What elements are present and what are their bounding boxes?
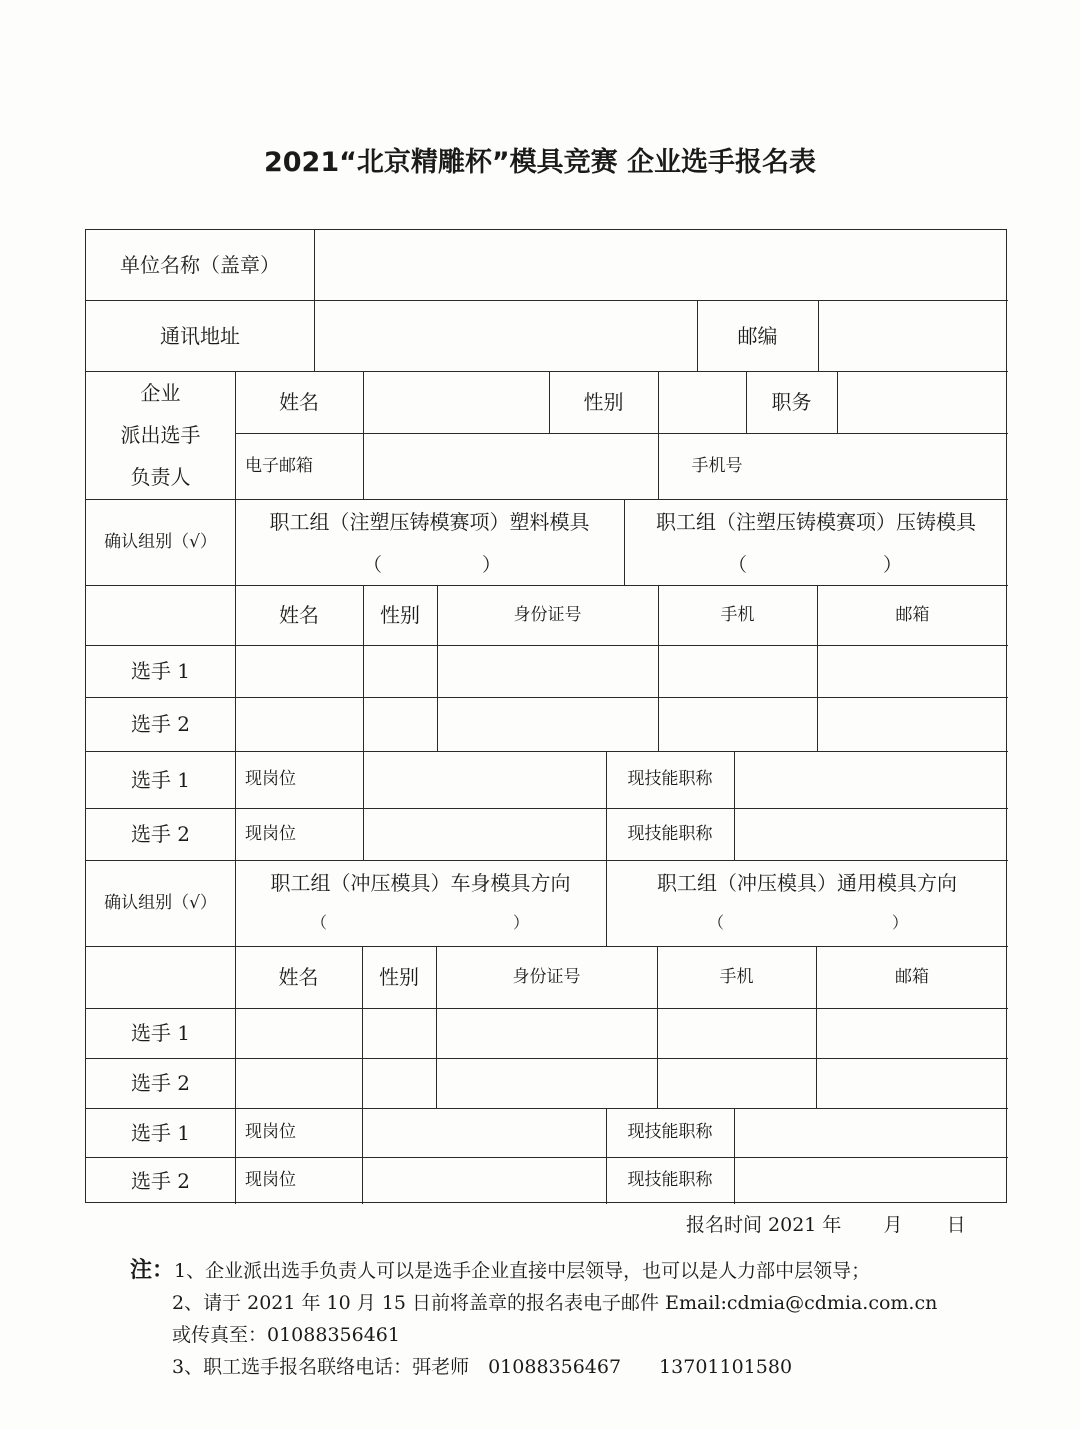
col-name-header: 姓名 [279,603,319,627]
group2-general-mold-option: 职工组（冲压模具）通用模具方向 [657,871,957,895]
player2-label: 选手 2 [130,712,191,736]
group2-general-checkbox-open[interactable]: （ [708,913,725,932]
group2-body-checkbox-open[interactable]: （ [311,913,328,932]
col-gender-header: 性别 [380,603,420,627]
leader-mobile-field[interactable] [747,433,1008,499]
col-id-header: 身份证号 [513,604,582,625]
leader-mobile-label: 手机号 [691,455,743,476]
notes-line-1: 1、企业派出选手负责人可以是选手企业直接中层领导，也可以是人力部中层领导； [174,1260,871,1282]
col-gender-header: 性别 [379,965,419,989]
leader-position-field[interactable] [838,371,1008,433]
leader-label-line-2: 派出选手 [120,423,201,447]
group2-body-checkbox-close[interactable]: ） [513,913,530,932]
address-label: 通讯地址 [160,323,240,348]
leader-label-line-1: 企业 [140,381,181,405]
group1-die-casting-option: 职工组（注塑压铸模赛项）压铸模具 [656,510,976,534]
col-email-header: 邮箱 [895,966,929,987]
notes-line-2: 2、请于 2021 年 10 月 15 日前将盖章的报名表电子邮件 Email:cdmia@cdmia.com.cn [172,1292,938,1314]
group2-general-checkbox-close[interactable]: ） [892,913,909,932]
player1-label: 选手 1 [130,659,191,683]
col-name-header: 姓名 [278,965,319,989]
col-id-header: 身份证号 [512,966,581,987]
current-post-label: 现岗位 [245,823,296,844]
leader-label-line-3: 负责人 [130,465,191,489]
current-post-label: 现岗位 [245,769,296,790]
unit-name-field[interactable] [315,230,1008,300]
group1-plastic-checkbox-close[interactable]: ） [482,554,502,576]
leader-name-label: 姓名 [279,390,319,414]
group2-body-mold-option: 职工组（冲压模具）车身模具方向 [270,871,571,895]
confirm-group-label-1: 确认组别（√） [104,531,217,552]
skill-title-label: 现技能职称 [627,1170,713,1191]
group1-plastic-mold-option: 职工组（注塑压铸模赛项）塑料模具 [269,510,590,534]
signup-date-month: 月 [883,1214,903,1236]
postcode-label: 邮编 [737,323,778,348]
notes-line-3: 或传真至：01088356461 [172,1324,400,1346]
skill-title-label: 现技能职称 [627,769,713,790]
player2-label: 选手 2 [130,822,191,846]
signup-date [686,1210,966,1237]
skill-title-label: 现技能职称 [627,1122,713,1143]
player1-label: 选手 1 [130,1021,191,1045]
confirm-group-label-2: 确认组别（√） [104,892,217,913]
registration-form-table [85,229,1007,1203]
notes-line-4: 3、职工选手报名联络电话：弭老师 01088356467 13701101580 [172,1356,793,1378]
group1-die-casting-checkbox-open[interactable]: （ [728,554,748,576]
player1-label: 选手 1 [130,1120,191,1145]
player2-label: 选手 2 [130,1071,191,1095]
notes [130,1254,937,1383]
leader-gender-label: 性别 [583,390,624,414]
current-post-label: 现岗位 [245,1122,296,1143]
player1-label: 选手 1 [130,767,191,792]
leader-email-field[interactable] [364,433,658,499]
col-phone-header: 手机 [720,604,755,625]
leader-position-label: 职务 [771,390,812,414]
signup-date-day: 日 [946,1214,966,1236]
unit-name-label: 单位名称（盖章） [120,253,280,277]
leader-gender-field[interactable] [659,371,746,433]
col-phone-header: 手机 [719,966,754,987]
col-email-header: 邮箱 [895,604,930,625]
group1-plastic-checkbox-open[interactable]: （ [363,554,383,576]
address-field[interactable] [315,300,697,371]
skill-title-label: 现技能职称 [627,823,713,844]
current-post-label: 现岗位 [245,1170,296,1191]
leader-email-label: 电子邮箱 [245,455,313,476]
player2-label: 选手 2 [130,1168,191,1193]
leader-label [86,371,235,499]
postcode-field[interactable] [819,300,1008,371]
leader-name-field[interactable] [364,371,549,433]
group1-die-casting-checkbox-close[interactable]: ） [883,554,903,576]
page-title: 2021“北京精雕杯”模具竞赛 企业选手报名表 [263,147,817,178]
notes-head: 注： [130,1257,175,1283]
signup-date-label: 报名时间 2021 年 [686,1214,842,1236]
